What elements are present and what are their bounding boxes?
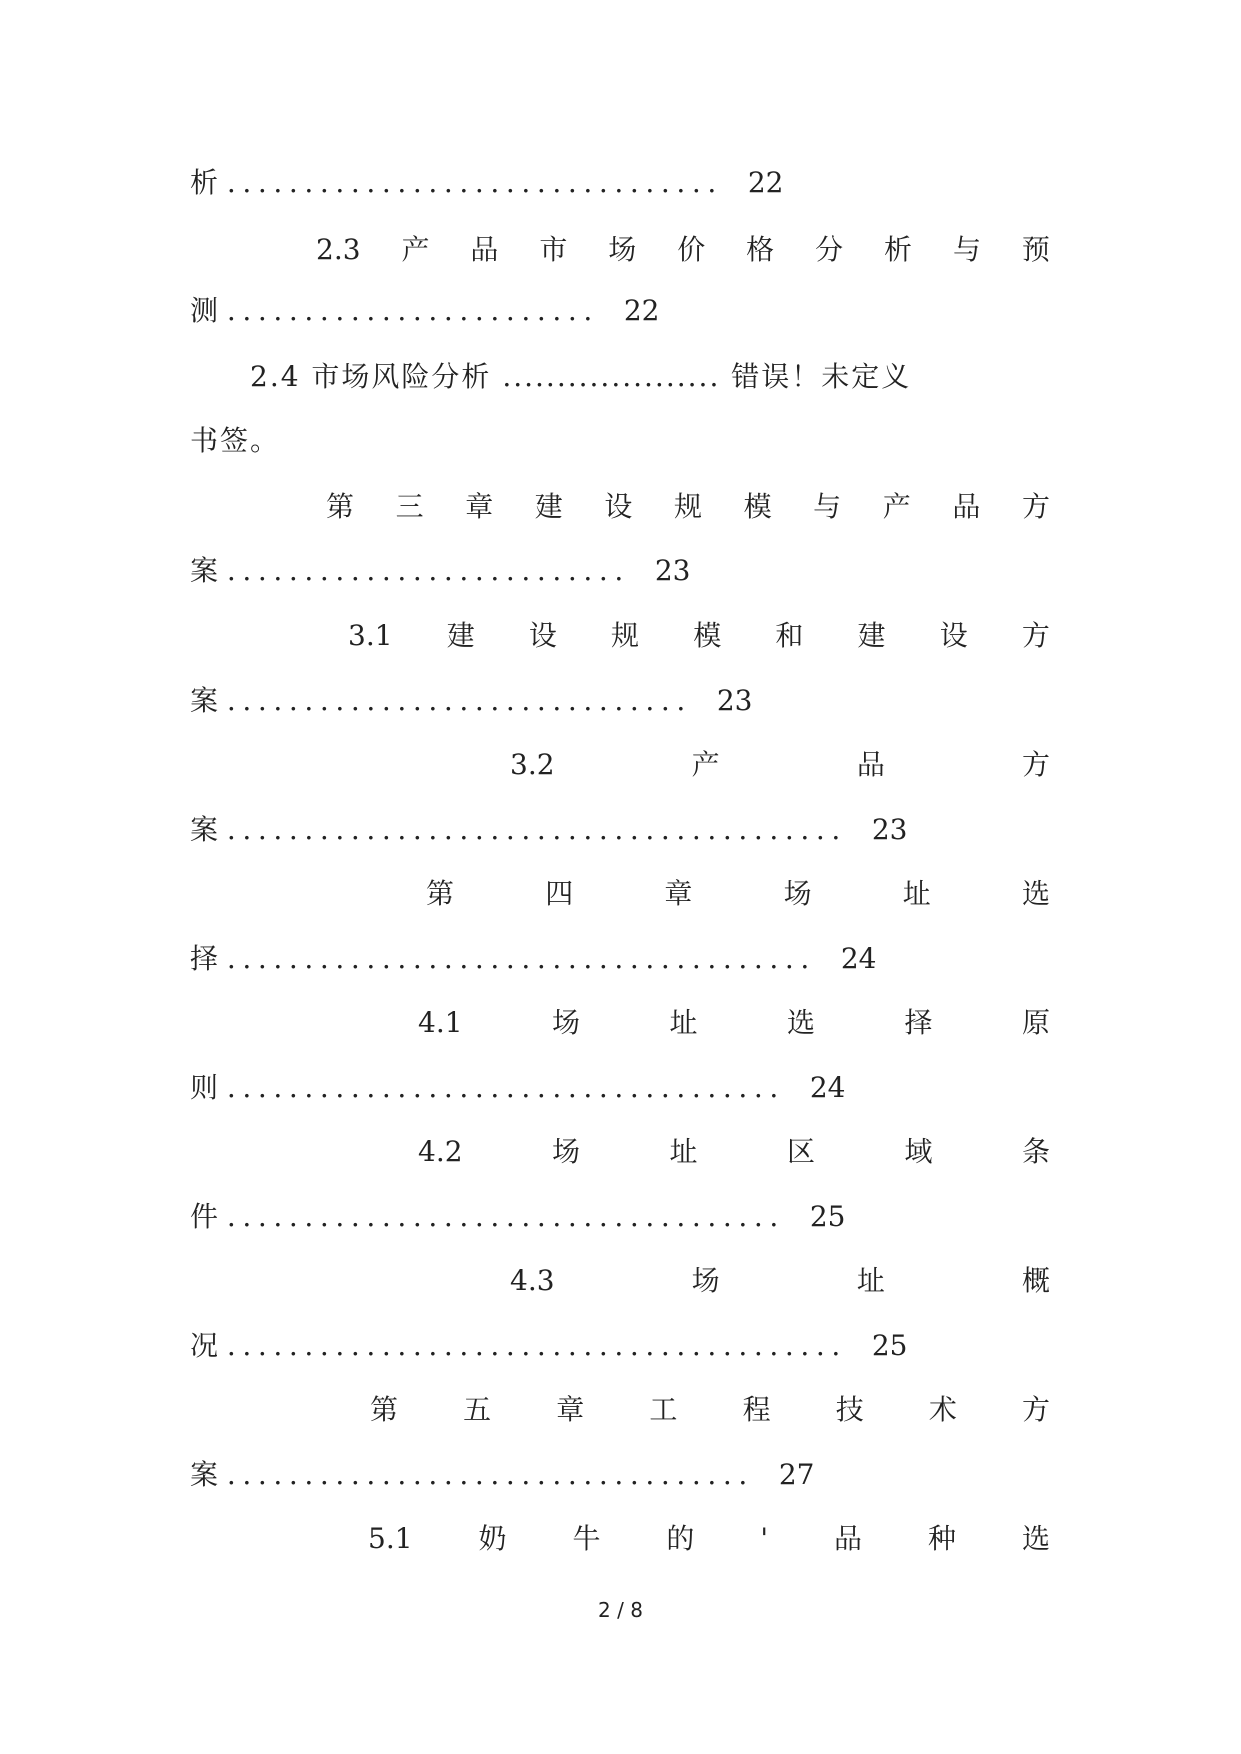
toc-char: 规 [673,490,702,523]
toc-lead-char: 案 [190,554,219,587]
toc-char: 原 [1021,1006,1050,1039]
toc-section-number: 2.3 [316,233,361,266]
toc-section-number: 3.2 [510,748,555,781]
toc-char: 建 [857,619,886,652]
toc-char: 产 [882,490,911,523]
toc-line [190,1068,1050,1108]
toc-line [190,1197,1050,1237]
toc-leader-dots: ........................................ [226,813,847,846]
toc-char: 章 [556,1393,585,1426]
toc-page-number: 23 [654,554,691,587]
toc-char: 区 [786,1135,815,1168]
toc-page-number: 22 [623,294,660,327]
toc-lead-char: 件 [190,1200,219,1233]
toc-entry-heading [250,357,1050,397]
toc-char: 域 [904,1135,933,1168]
toc-line [190,681,1050,721]
toc-leader-dots: .......................... [226,554,630,587]
toc-char: 设 [528,619,557,652]
toc-char: 选 [786,1006,815,1039]
toc-entry-heading [418,1003,1050,1043]
toc-entry-heading [348,616,1050,656]
toc-entry-heading [510,1261,1050,1301]
toc-line [190,1326,1050,1366]
toc-entry-heading [426,874,1050,914]
toc-lead-char: 案 [190,1458,219,1491]
toc-line [190,810,1050,850]
toc-lead-char: 测 [190,294,219,327]
toc-char: 与 [813,490,842,523]
toc-section-number: 4.2 [418,1135,463,1168]
toc-entry-text: 2.4 市场风险分析 .................... 错误！未定义 [250,360,912,393]
toc-lead-char: 案 [190,684,219,717]
toc-char: 工 [649,1393,678,1426]
toc-entry-heading [370,1390,1050,1430]
toc-char: 第 [370,1393,399,1426]
toc-line [190,291,1050,331]
toc-char: 牛 [572,1522,601,1555]
toc-lead-char: 况 [190,1329,219,1362]
toc-line [190,551,1050,591]
toc-char: 择 [904,1006,933,1039]
toc-char: 品 [834,1522,863,1555]
toc-char: 概 [1021,1264,1050,1297]
toc-page-number: 24 [809,1071,846,1104]
toc-char: 五 [463,1393,492,1426]
toc-lead-char: 则 [190,1071,219,1104]
toc-char: 析 [884,233,913,266]
toc-entry-heading [326,487,1050,527]
toc-leader-dots: .................................. [226,1458,754,1491]
toc-entry-heading [316,230,1050,270]
toc-line [190,939,1050,979]
toc-leader-dots: ........................ [226,294,599,327]
toc-section-number: 4.1 [418,1006,463,1039]
toc-lead-char: 析 [190,166,219,199]
toc-char: 第 [426,877,455,910]
toc-page-number: 25 [809,1200,846,1233]
toc-char: 四 [545,877,574,910]
toc-leader-dots: .............................. [226,684,692,717]
toc-char: 模 [693,619,722,652]
toc-char: 的 [666,1522,695,1555]
toc-char: 第 [326,490,355,523]
toc-lead-char: 择 [190,942,219,975]
toc-char: 规 [611,619,640,652]
toc-char: 条 [1021,1135,1050,1168]
toc-char: 方 [1021,619,1050,652]
toc-char: 址 [669,1135,698,1168]
toc-char: 预 [1021,233,1050,266]
toc-char: 方 [1021,748,1050,781]
toc-entry-text: 书签。 [190,424,281,457]
page-indicator: 2 / 8 [598,1598,643,1622]
toc-entry-heading [418,1132,1050,1172]
toc-page-number: 23 [871,813,908,846]
toc-char: 品 [952,490,981,523]
toc-char: 选 [1021,877,1050,910]
toc-char: 址 [902,877,931,910]
toc-page-number: 22 [747,166,784,199]
toc-char: 章 [664,877,693,910]
toc-line [190,421,1050,461]
toc-page-number: 24 [840,942,877,975]
toc-char: 分 [815,233,844,266]
toc-leader-dots: ................................ [226,166,723,199]
toc-leader-dots: ...................................... [226,942,816,975]
toc-leader-dots: .................................... [226,1071,785,1104]
toc-line [190,163,1050,203]
toc-lead-char: 案 [190,813,219,846]
toc-char: 方 [1021,1393,1050,1426]
toc-leader-dots: .................................... [226,1200,785,1233]
toc-char: 价 [677,233,706,266]
toc-entry-heading [510,745,1050,785]
toc-char: 场 [552,1006,581,1039]
toc-char: 种 [928,1522,957,1555]
toc-char: 场 [552,1135,581,1168]
toc-char: 建 [446,619,475,652]
toc-char: 址 [669,1006,698,1039]
toc-char: 方 [1021,490,1050,523]
toc-char: 场 [608,233,637,266]
toc-char: 程 [742,1393,771,1426]
toc-char: 与 [952,233,981,266]
toc-section-number: 5.1 [368,1522,413,1555]
toc-leader-dots: ........................................ [226,1329,847,1362]
toc-char: 品 [856,748,885,781]
toc-page-number: 27 [778,1458,815,1491]
toc-char: 建 [534,490,563,523]
toc-char: 技 [835,1393,864,1426]
toc-char: ' [760,1522,769,1555]
toc-char: 产 [691,748,720,781]
toc-char: 设 [604,490,633,523]
toc-char: 术 [928,1393,957,1426]
toc-char: 设 [939,619,968,652]
toc-char: 格 [746,233,775,266]
toc-section-number: 4.3 [510,1264,555,1297]
toc-page-number: 25 [871,1329,908,1362]
toc-entry-heading [368,1519,1050,1559]
toc-char: 场 [691,1264,720,1297]
toc-char: 场 [783,877,812,910]
toc-char: 模 [743,490,772,523]
toc-char: 选 [1021,1522,1050,1555]
toc-page-number: 23 [716,684,753,717]
toc-char: 市 [539,233,568,266]
toc-char: 章 [465,490,494,523]
toc-char: 品 [470,233,499,266]
toc-char: 三 [395,490,424,523]
toc-char: 产 [401,233,430,266]
toc-section-number: 3.1 [348,619,393,652]
toc-char: 奶 [478,1522,507,1555]
toc-char: 址 [856,1264,885,1297]
toc-char: 和 [775,619,804,652]
toc-line [190,1455,1050,1495]
